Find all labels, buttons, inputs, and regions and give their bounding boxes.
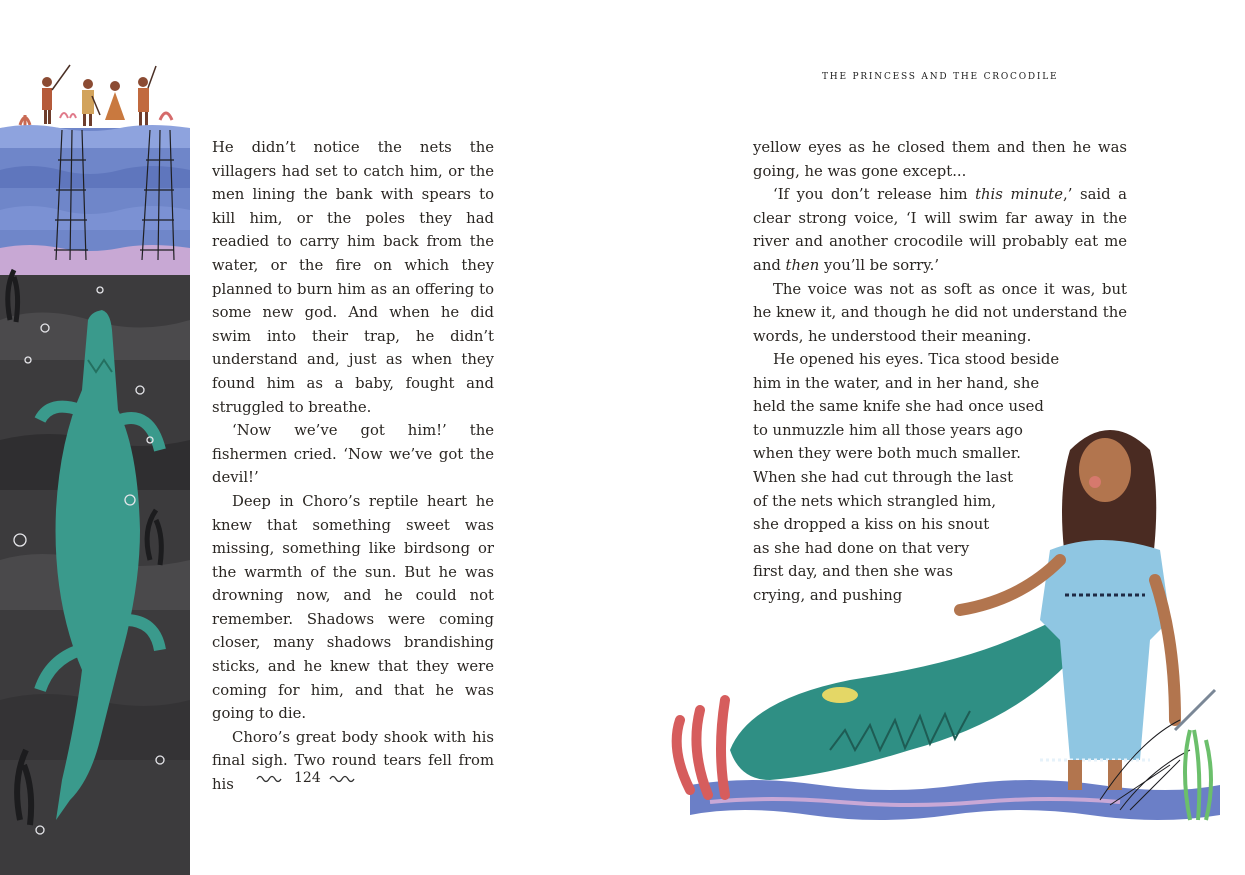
paragraph: He didn’t notice the nets the villagers had set to catch him, or the men lining the bank with spears to kill him, or the poles they had readied to carry him back from the water, or the fire on which they planned to burn him as an offering to some new god. And when he did swim into their trap, he didn’t understand and, just as when they found him as a baby, fought and struggled to breathe. bbox=[212, 139, 494, 416]
text-line: He opened his eyes. Tica stood beside bbox=[773, 351, 1060, 368]
text-line: held the same knife she had once used bbox=[753, 398, 1044, 416]
right-page-text bbox=[753, 136, 1127, 348]
text-line: crying, and pushing bbox=[753, 586, 903, 604]
paragraph: The voice was not as soft as once it was, but he knew it, and though he did not understand the words, he understood their meaning. bbox=[753, 280, 1127, 345]
emphasis-text: then bbox=[785, 256, 820, 274]
right-page-wrapped-text bbox=[753, 348, 1060, 608]
text-line: him in the water, and in her hand, she bbox=[753, 374, 1040, 392]
text-line: as she had done on that very bbox=[753, 539, 970, 557]
ornament-icon bbox=[329, 773, 359, 783]
paragraph: Deep in Choro’s reptile heart he knew that something sweet was missing, something like birdsong or the warmth of the sun. But he was drowning now, and he could not remember. Shadows were coming closer, many shadows brandishing sticks, and he knew that they were coming for him, and that he was going to die. bbox=[212, 492, 494, 723]
crocodile-river-illustration bbox=[0, 60, 190, 875]
paragraph: yellow eyes as he closed them and then he was going, he was gone except... bbox=[753, 139, 1127, 180]
text-line: when they were both much smaller. bbox=[753, 445, 1021, 463]
page-number-text: 124 bbox=[294, 770, 321, 786]
page-number bbox=[256, 770, 359, 786]
text-span: you’ll be sorry.’ bbox=[819, 256, 940, 274]
paragraph: Choro’s great body shook with his final sigh. Two round tears fell from his bbox=[212, 728, 494, 794]
villagers-figures bbox=[20, 65, 172, 130]
text-span: ‘If you don’t release him bbox=[773, 186, 976, 204]
text-span: ,’ said a clear strong voice, ‘I will swim far away in the river and another crocodile will probably eat me and bbox=[753, 186, 1127, 274]
left-page bbox=[0, 0, 622, 875]
emphasis-text: this minute bbox=[975, 186, 1063, 204]
left-page-text bbox=[212, 136, 494, 797]
ornament-icon bbox=[256, 773, 286, 783]
text-line: she dropped a kiss on his snout bbox=[753, 516, 990, 534]
text-line: When she had cut through the last bbox=[753, 468, 1014, 486]
text-line: to unmuzzle him all those years ago bbox=[753, 421, 1023, 439]
paragraph: ‘Now we’ve got him!’ the fishermen cried. ‘Now we’ve got the devil!’ bbox=[212, 422, 494, 487]
text-line: first day, and then she was bbox=[753, 563, 953, 581]
text-line: of the nets which strangled him, bbox=[753, 492, 997, 510]
paragraph bbox=[753, 183, 1127, 277]
running-head: THE PRINCESS AND THE CROCODILE bbox=[822, 72, 1059, 82]
